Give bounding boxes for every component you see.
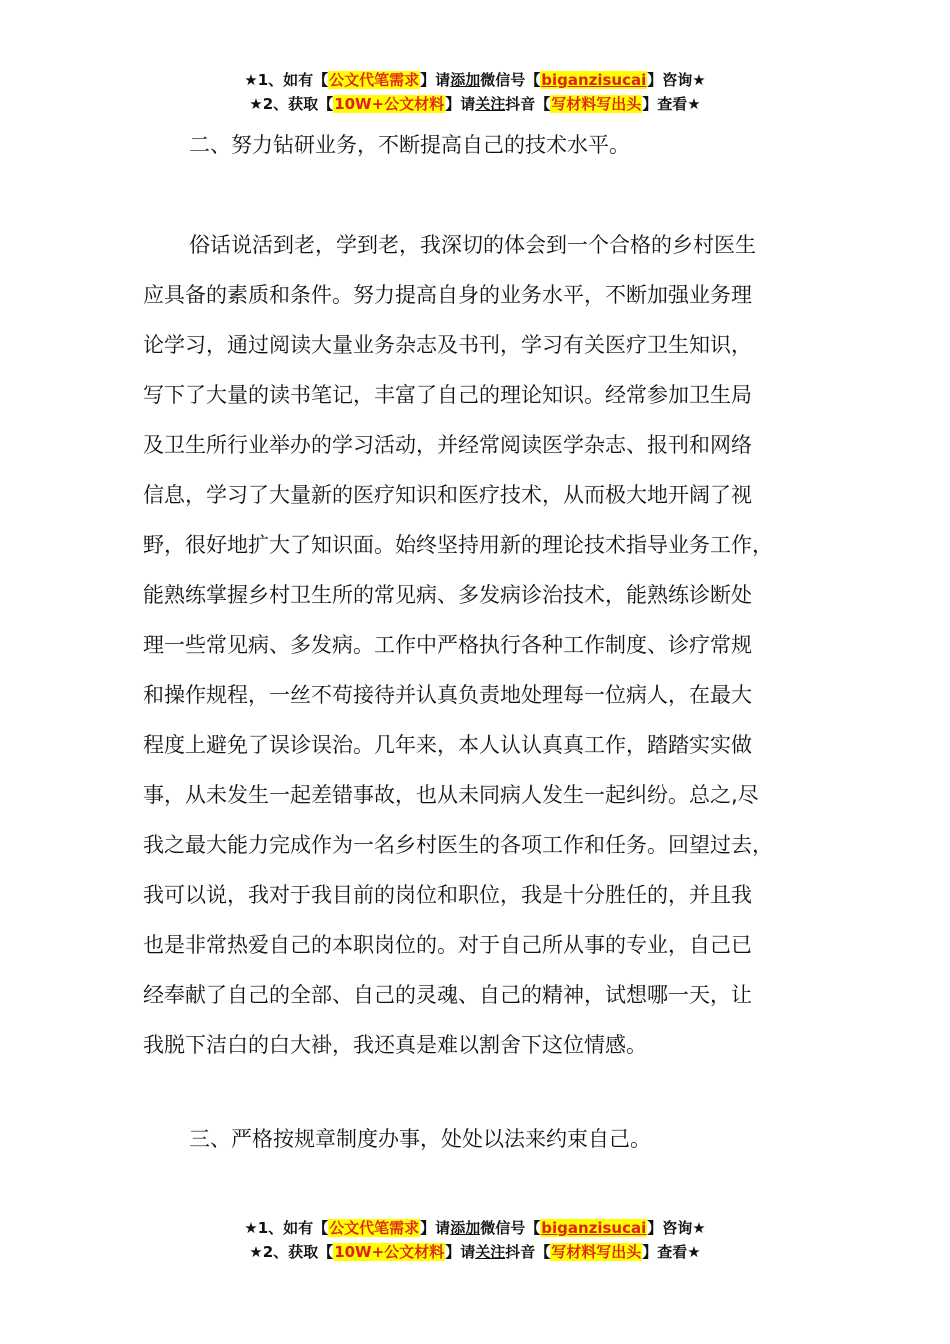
- banner-text: 】查看★: [642, 1243, 701, 1261]
- wechat-id-link[interactable]: biganzisucai: [541, 1219, 647, 1237]
- section-heading-3: 三、严格按规章制度办事，处处以法来约束自己。: [189, 1127, 651, 1151]
- douyin-account-highlight: 写材料写出头: [551, 95, 642, 113]
- banner-underlined-text: 添加: [450, 71, 481, 89]
- paragraph-line: 我脱下洁白的白大褂，我还真是难以割舍下这位情感。: [143, 1033, 647, 1057]
- banner-underlined-text: 添加: [450, 1219, 481, 1237]
- banner-line-2: [0, 92, 950, 116]
- highlight-service: 公文代笔需求: [329, 1219, 420, 1237]
- body-paragraph: [143, 220, 833, 1070]
- banner-underlined-text: 关注: [475, 95, 506, 113]
- highlight-materials: 10W+公文材料: [334, 95, 445, 113]
- paragraph-line: 论学习，通过阅读大量业务杂志及书刊，学习有关医疗卫生知识，: [143, 333, 752, 357]
- banner-line-1: [0, 1216, 950, 1240]
- paragraph-line: 信息，学习了大量新的医疗知识和医疗技术，从而极大地开阔了视: [143, 483, 752, 507]
- banner-text: ★1、如有【: [244, 71, 329, 89]
- banner-text: ★1、如有【: [244, 1219, 329, 1237]
- banner-line-1: [0, 68, 950, 92]
- banner-text: 】请: [445, 1243, 476, 1261]
- banner-text: 】请: [445, 95, 476, 113]
- paragraph-line: 能熟练掌握乡村卫生所的常见病、多发病诊治技术，能熟练诊断处: [143, 583, 752, 607]
- paragraph-line: 野，很好地扩大了知识面。始终坚持用新的理论技术指导业务工作，: [143, 533, 773, 557]
- paragraph-line: 我之最大能力完成作为一名乡村医生的各项工作和任务。回望过去，: [143, 833, 773, 857]
- paragraph-line: 也是非常热爱自己的本职岗位的。对于自己所从事的专业，自己已: [143, 933, 752, 957]
- paragraph-line: 理一些常见病、多发病。工作中严格执行各种工作制度、诊疗常规: [143, 633, 752, 657]
- paragraph-line: 我可以说，我对于我目前的岗位和职位，我是十分胜任的，并且我: [143, 883, 752, 907]
- paragraph-line: 和操作规程，一丝不苟接待并认真负责地处理每一位病人，在最大: [143, 683, 752, 707]
- section-heading-2: 二、努力钻研业务，不断提高自己的技术水平。: [189, 133, 630, 157]
- wechat-id-link[interactable]: biganzisucai: [541, 71, 647, 89]
- douyin-account-highlight: 写材料写出头: [551, 1243, 642, 1261]
- paragraph-line: 经奉献了自己的全部、自己的灵魂、自己的精神，试想哪一天，让: [143, 983, 752, 1007]
- highlight-materials: 10W+公文材料: [334, 1243, 445, 1261]
- banner-text: 抖音【: [505, 95, 551, 113]
- banner-text: 】咨询★: [647, 1219, 706, 1237]
- banner-underlined-text: 关注: [475, 1243, 506, 1261]
- banner-text: 】查看★: [642, 95, 701, 113]
- paragraph-line: 事，从未发生一起差错事故，也从未同病人发生一起纠纷。总之,尽: [143, 783, 759, 807]
- banner-text: 】咨询★: [647, 71, 706, 89]
- banner-line-2: [0, 1240, 950, 1264]
- paragraph-line: 及卫生所行业举办的学习活动，并经常阅读医学杂志、报刊和网络: [143, 433, 752, 457]
- paragraph-line: 写下了大量的读书笔记，丰富了自己的理论知识。经常参加卫生局: [143, 383, 752, 407]
- paragraph-line: 程度上避免了误诊误治。几年来，本人认认真真工作，踏踏实实做: [143, 733, 752, 757]
- header-banner: [0, 68, 950, 116]
- banner-text: 抖音【: [505, 1243, 551, 1261]
- paragraph-line: 应具备的素质和条件。努力提高自身的业务水平，不断加强业务理: [143, 283, 752, 307]
- banner-text: ★2、获取【: [249, 1243, 334, 1261]
- banner-text: 微信号【: [480, 71, 541, 89]
- highlight-service: 公文代笔需求: [329, 71, 420, 89]
- banner-text: 】请: [420, 1219, 451, 1237]
- banner-text: 】请: [420, 71, 451, 89]
- paragraph-line: 俗话说活到老，学到老，我深切的体会到一个合格的乡村医生: [189, 233, 756, 257]
- banner-text: 微信号【: [480, 1219, 541, 1237]
- footer-banner: [0, 1216, 950, 1264]
- banner-text: ★2、获取【: [249, 95, 334, 113]
